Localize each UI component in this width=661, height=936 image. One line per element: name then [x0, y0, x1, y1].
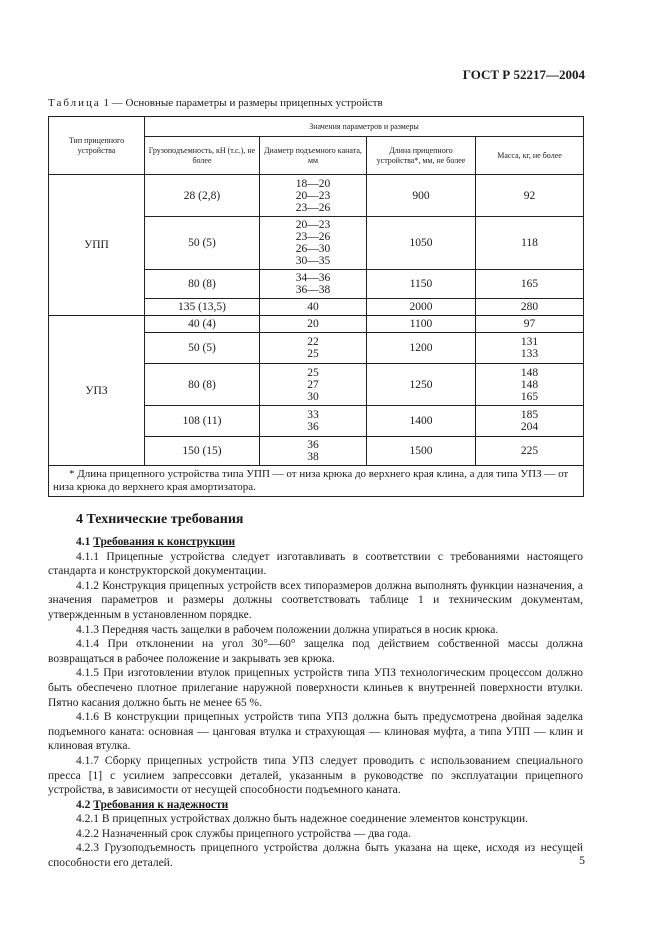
mass-cell: 92 [476, 175, 584, 217]
document-header: ГОСТ Р 52217—2004 [462, 67, 585, 82]
paragraph-4-1-4: 4.1.4 При отклонении на угол 30°—60° защелка под действием собственной массы должна возвращаться в рабочее положение и закрывать зев крюка. [48, 638, 583, 665]
col-header-type: Тип прицепного устройства [49, 117, 145, 175]
diameter-cell: 22 25 [260, 333, 367, 364]
length-cell: 1100 [367, 316, 476, 333]
capacity-cell: 50 (5) [145, 333, 260, 364]
section-body [48, 535, 583, 871]
capacity-cell: 80 (8) [145, 270, 260, 299]
col-header-capacity: Грузоподъемность, кН (т.с.), не более [145, 137, 260, 175]
length-cell: 900 [367, 175, 476, 217]
diameter-cell: 18—20 20—23 23—26 [260, 175, 367, 217]
diameter-cell: 25 27 30 [260, 364, 367, 406]
capacity-cell: 80 (8) [145, 364, 260, 406]
capacity-cell: 28 (2,8) [145, 175, 260, 217]
paragraph-4-1-5: 4.1.5 При изготовлении втулок прицепных устройств типа УПЗ технологическим процессом должно быть обеспечено плотное прилегание наружной поверхности клиньев к внутренней поверхности втулки. Пятно касания должно быть не менее 65 %. [48, 667, 583, 709]
mass-cell: 148 148 165 [476, 364, 584, 406]
diameter-cell: 20—23 23—26 26—30 30—35 [260, 217, 367, 270]
capacity-cell: 108 (11) [145, 406, 260, 437]
length-cell: 1400 [367, 406, 476, 437]
table-footnote-row [49, 466, 584, 497]
paragraph-4-1-3: 4.1.3 Передняя часть защелки в рабочем положении должна упираться в носик крюка. [76, 623, 499, 636]
paragraph-4-1-6: 4.1.6 В конструкции прицепных устройств типа УПЗ должна быть предусмотрена двойная заделка подъемного каната: основная — цанговая втулка и страхующая — клиновая муфта, а типа УПП — клин и клиновая втулка. [48, 711, 583, 753]
length-cell: 1200 [367, 333, 476, 364]
length-cell: 1150 [367, 270, 476, 299]
table-row [49, 316, 584, 333]
paragraph-4-2-2: 4.2.2 Назначенный срок службы прицепного устройства — два года. [76, 827, 411, 840]
mass-cell: 118 [476, 217, 584, 270]
type-cell: УПП [49, 175, 145, 316]
paragraph-4-1-7: 4.1.7 Сборку прицепных устройств типа УПЗ следует проводить с использованием специального пресса [1] с усилием запрессовки деталей, указанным в руководстве по эксплуатации прицепного устройства, в зависимости от несущей способности подъемного каната. [48, 754, 583, 797]
table-row [49, 175, 584, 217]
capacity-cell: 40 (4) [145, 316, 260, 333]
col-header-diameter: Диаметр подъемного каната, мм [260, 137, 367, 175]
length-cell: 2000 [367, 299, 476, 316]
mass-cell: 165 [476, 270, 584, 299]
mass-cell: 225 [476, 437, 584, 466]
mass-cell: 131 133 [476, 333, 584, 364]
parameters-table [48, 116, 584, 497]
diameter-cell: 33 36 [260, 406, 367, 437]
length-cell: 1250 [367, 364, 476, 406]
length-cell: 1500 [367, 437, 476, 466]
mass-cell: 185 204 [476, 406, 584, 437]
table-caption-text: 1 — Основные параметры и размеры прицепных устройств [100, 97, 383, 109]
type-cell: УПЗ [49, 316, 145, 466]
subsection-heading-construction: 4.1 Требования к конструкции [76, 536, 236, 548]
col-header-group: Значения параметров и размеры [145, 117, 584, 137]
diameter-cell: 36 38 [260, 437, 367, 466]
capacity-cell: 150 (15) [145, 437, 260, 466]
table-footnote: * Длина прицепного устройства типа УПП — от низа крюка до верхнего края клина, а для типа УПЗ — от низа крюка до верхнего края амортизатора. [49, 466, 584, 497]
paragraph-4-1-1: 4.1.1 Прицепные устройства следует изготавливать в соответствии с требованиями настоящего стандарта и конструкторской документации. [48, 550, 583, 578]
subsection-heading-reliability: 4.2 Требования к надежности [76, 798, 229, 811]
section-title: 4 Технические требования [76, 512, 244, 527]
capacity-cell: 50 (5) [145, 217, 260, 270]
page-number: 5 [579, 853, 585, 867]
table-caption [48, 97, 383, 109]
col-header-mass: Масса, кг, не более [476, 137, 584, 175]
col-header-length: Длина прицепного устройства*, мм, не более [367, 137, 476, 175]
capacity-cell: 135 (13,5) [145, 299, 260, 316]
paragraph-4-2-1: 4.2.1 В прицепных устройствах должно быть надежное соединение элементов конструкции. [76, 813, 529, 826]
diameter-cell: 34—36 36—38 [260, 270, 367, 299]
paragraph-4-1-2: 4.1.2 Конструкция прицепных устройств всех типоразмеров должна выполнять функции назначения, а значения параметров и размеры должны соответствовать таблице 1 и техническим документам, утвержденным в установленном порядке. [48, 579, 583, 621]
length-cell: 1050 [367, 217, 476, 270]
diameter-cell: 20 [260, 316, 367, 333]
diameter-cell: 40 [260, 299, 367, 316]
paragraph-4-2-3: 4.2.3 Грузоподъемность прицепного устройства должна быть указана на щеке, исходя из несущей способности его деталей. [48, 842, 583, 870]
table-caption-label: Таблица [48, 97, 101, 109]
mass-cell: 97 [476, 316, 584, 333]
mass-cell: 280 [476, 299, 584, 316]
